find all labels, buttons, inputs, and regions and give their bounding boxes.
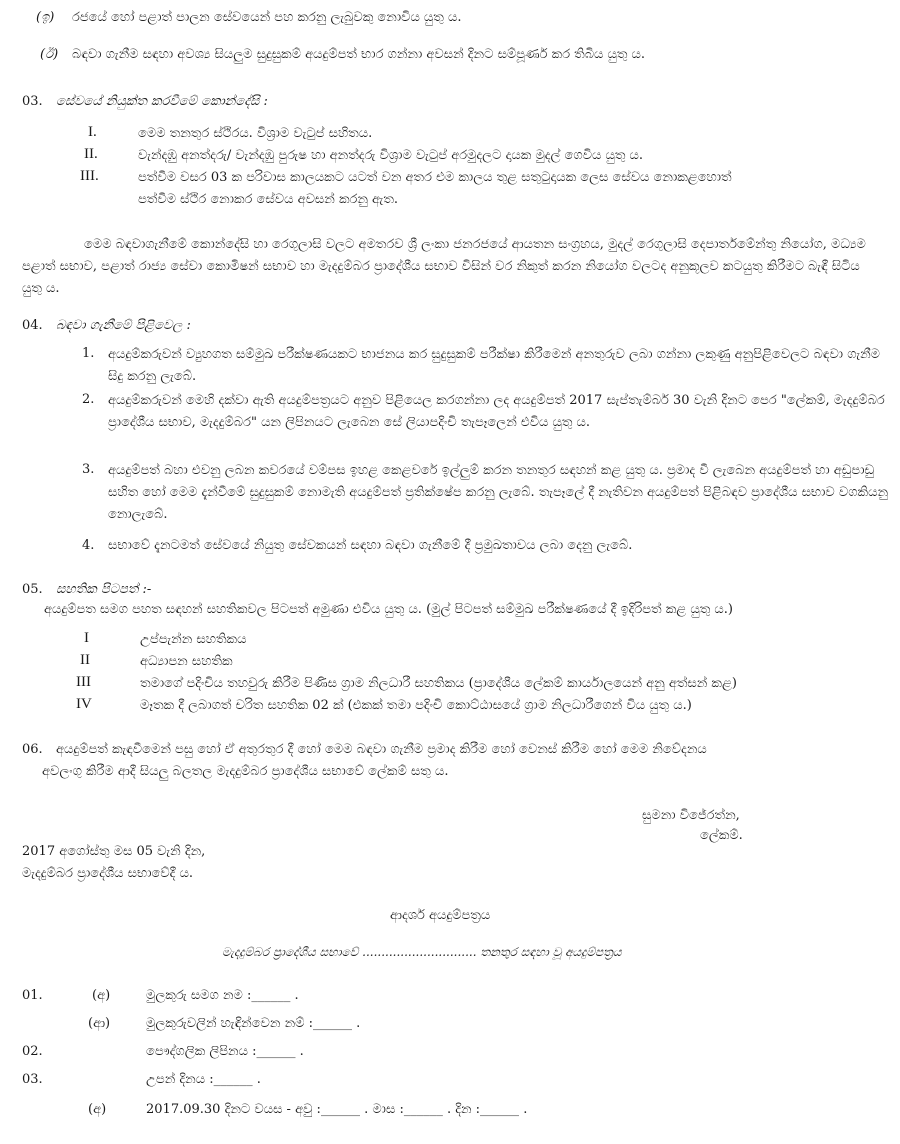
section-05-number: 05. xyxy=(22,582,43,597)
form-row-5-sub: (අ) xyxy=(88,1102,107,1117)
form-row-1-num: 01. xyxy=(22,988,43,1003)
section-05-item-2-text: අධ්‍යාපන සහතික xyxy=(140,654,233,669)
form-row-2-sub: (ආ) xyxy=(88,1016,111,1031)
date-line: 2017 අගෝස්තු මස 05 වැනි දින, xyxy=(22,844,206,859)
section-04-item-2-num: 2. xyxy=(82,392,95,407)
section-03-item-3-numeral: III. xyxy=(80,168,99,184)
section-04-heading: බඳවා ගැනීමේ පිළිවෙල : xyxy=(56,318,191,333)
section-04-item-3-num: 3. xyxy=(82,462,95,477)
section-05-item-4-text: මෑතක දී ලබාගත් චරිත සහතික 02 ක් (එකක් තමා පදිංචි කොට්ඨාසයේ ග්‍රාම නිලධාරීගෙන් විය යුතු ය.) xyxy=(140,698,692,713)
signature-name: සුමනා විජේරත්න, xyxy=(642,808,740,823)
section-05-item-1-numeral: I xyxy=(84,630,89,646)
section-04-item-3-text: අයදුම්පත් බහා එවනු ලබන කවරයේ වම්පස ඉහළ කෙළවරේ ඉල්ලුම් කරන තනතුර සඳහන් කළ යුතු ය. ප්‍රමාද වී ලැබෙන අයදුම්පත් හා අඩුපාඩු සහිත හෝ මෙම දැන්වීමේ සුදුසුකම් නොමැති අයදුම්පත් ප්‍රතික්ෂේප කරනු ලැබේ. තැපෑලේ දී නැතිවන අයදුම්පත් පිළිබඳව ප්‍රාදේශීය සභාව වගකියනු නොලැබේ. xyxy=(108,463,889,522)
section-03-item-1-numeral: I. xyxy=(88,124,97,140)
form-row-5-label: 2017.09.30 දිනට වයස - අවු :______ . මාස :______ . දින :______ . xyxy=(146,1102,528,1117)
section-03-number: 03. xyxy=(22,94,43,109)
section-06-line1: අයදුම්පත් කැඳවීමෙන් පසු හෝ ඒ අතුරතුර දී හෝ මෙම බඳවා ගැනීම ප්‍රමාද කිරීම හෝ වෙනස් කිරීම හෝ මෙම නිවේදනය xyxy=(56,742,707,757)
place-line: මැදදුම්බර ප්‍රාදේශීය සභාවේදී ය. xyxy=(22,866,194,881)
form-row-1-sub: (අ) xyxy=(92,988,111,1003)
clause-ee-marker: (ඊ) xyxy=(40,47,59,62)
section-04-item-1-num: 1. xyxy=(82,346,95,361)
section-06-number: 06. xyxy=(22,742,43,757)
section-03-item-2-text: වැන්දඹු අනත්දරු/ වැන්දඹු පුරුෂ හා අනත්දරු විශ්‍රාම වැටුප් අරමුදලට දායක මුදල් ගෙවිය යුතු ය. xyxy=(138,148,644,163)
clause-ee-text: බඳවා ගැනීම සඳහා අවශ්‍ය සියලුම සුදුසුකම් අයදුම්පත් භාර ගන්නා අවසන් දිනට සම්පූර්ණ කර තිබිය යුතු ය. xyxy=(72,47,646,62)
section-05-heading: සහතික පිටපත් :- xyxy=(56,582,152,597)
section-06-line2: අවලංගු කිරීම ආදී සියලු බලතල මැදදුම්බර ප්‍රාදේශීය සභාවේ ලේකම් සතු ය. xyxy=(42,764,449,779)
section-05-item-3-text: තමාගේ පදිංචිය තහවුරු කිරීම පිණිස ග්‍රාම නිලධාරී සහතිකය (ප්‍රාදේශීය ලේකම් කාර්යාලයෙන් අනු අත්සන් කළ) xyxy=(140,676,737,691)
section-04-number: 04. xyxy=(22,318,43,333)
section-03-item-2-numeral: II. xyxy=(84,146,98,162)
form-row-2-label: මුලකුරුවලින් හැඳින්වෙන නම් :______ . xyxy=(146,1016,361,1031)
section-04-item-4-num: 4. xyxy=(82,538,95,553)
clause-e-marker: (ඉ) xyxy=(36,10,55,25)
section-04-item-4-text: සභාවේ දැනටමත් සේවයේ නියුතු සේවකයන් සඳහා බඳවා ගැනීමේ දී ප්‍රමුඛතාවය ලබා දෙනු ලැබේ. xyxy=(108,538,633,553)
form-row-4-num: 03. xyxy=(22,1072,43,1087)
section-03-paragraph: මෙම බඳවාගැනීමේ කොන්දේසි හා රෙගුලාසි වලට අමතරව ශ්‍රී ලංකා ජනරජයේ ආයතන සංග්‍රහය, මුදල් රෙගුලාසි දෙපාර්තමේන්තු නියෝග, මධ්‍යම පළාත් සභාව, පළාත් රාජ්‍ය සේවා කොමිෂන් සභාව හා මැදදුම්බර ප්‍රාදේශීය සභාව විසින් වර නිකුත් කරන නියෝග වලටද අනුකූලව කටයුතු කිරීමට බැඳී සිටිය යුතු ය. xyxy=(22,237,866,296)
section-03-item-1-text: මෙම තනතුර ස්ථිරය. විශ්‍රාම වැටුප් සහිතය. xyxy=(138,126,373,141)
form-row-1-label: මුලකුරු සමග නම :______ . xyxy=(146,988,299,1003)
section-05-item-2-numeral: II xyxy=(80,652,90,668)
section-04-item-1-text: අයදුම්කරුවන් ව්‍යුහගත සම්මුඛ පරීක්ෂණයකට භාජනය කර සුදුසුකම් පරීක්ෂා කිරීමෙන් අනතුරුව ලබා ගන්නා ලකුණු අනුපිළිවෙලට බඳවා ගැනීම සිදු කරනු ලැබේ. xyxy=(108,347,881,384)
form-title: ආදර්ශ අයදුම්පත්‍රය xyxy=(390,908,491,923)
section-05-item-4-numeral: IV xyxy=(76,696,92,712)
section-05-item-1-text: උප්පැන්න සහතිකය xyxy=(140,632,247,647)
section-03-item-3-text-line1: පත්වීම වසර 03 ක පරිවාස කාලයකට යටත් වන අතර එම කාලය තුළ සතුටුදායක ලෙස සේවය නොකළහොත් xyxy=(138,170,732,185)
section-03-item-3-text-line2: පත්වීම ස්ථිර නොකර සේවය අවසන් කරනු ඇත. xyxy=(138,192,399,207)
section-03-heading: සේවයේ නියුක්ත කරවීමේ කොන්දේසි : xyxy=(56,94,268,109)
form-row-3-label: පෞද්ගලික ලිපිනය :______ . xyxy=(146,1044,304,1059)
section-04-item-2-text: අයදුම්කරුවන් මෙහි දක්වා ඇති අයදුම්පත්‍රයට අනුව පිළියෙල කරගන්නා ලද අයදුම්පත් 2017 සැප්තැම්බර් 30 වැනි දිනට පෙර "ලේකම්, මැදදුම්බර ප්‍රාදේශීය සභාව, මැදදුම්බර" යන ලිපිනයට ලැබෙන සේ ලියාපදිංචි තැපෑලෙන් එවිය යුතු ය. xyxy=(108,393,885,430)
section-05-intro: අයදුම්පත සමග පහත සඳහන් සහතිකවල පිටපත් අමුණා එවිය යුතු ය. (මුල් පිටපත් සම්මුඛ පරීක්ෂණයේ දී ඉදිරිපත් කළ යුතු ය.) xyxy=(44,602,733,617)
clause-e-text: රජයේ හෝ පළාත් පාලන සේවයෙන් පහ කරනු ලැබුවකු නොවිය යුතු ය. xyxy=(72,10,462,25)
form-row-4-label: උපන් දිනය :______ . xyxy=(146,1072,261,1087)
form-subtitle: මැදදුම්බර ප්‍රාදේශීය සභාවේ .............................. තනතුර සඳහා වූ අයදුම්පත්‍රය xyxy=(222,945,622,959)
signature-title: ලේකම්. xyxy=(700,828,743,843)
form-row-3-num: 02. xyxy=(22,1044,43,1059)
section-05-item-3-numeral: III xyxy=(76,674,91,690)
